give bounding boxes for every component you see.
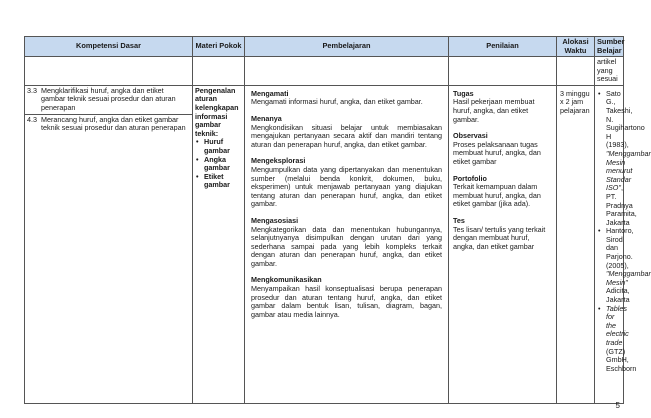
penilaian-text: Terkait kemampuan dalam membuat huruf, angka, dan etiket gambar (jika ada).: [453, 182, 541, 209]
materi-cell: [193, 85, 245, 403]
pembelajaran-block: [251, 157, 442, 209]
materi-item: • Etiket gambar: [195, 173, 242, 190]
page-number: 5: [615, 401, 620, 410]
table-header-row: [25, 37, 624, 57]
sumber-top-line: sesuai: [597, 74, 618, 84]
kd-text: Merancang huruf, angka dan etiket gambar teknik sesuai prosedur dan aturan penerapan: [41, 114, 186, 133]
pembelajaran-text: Mengkategorikan data dan menentukan hubungannya, selanjutnyanya disimpulkan dengan urutan dari yang sederhana sampai pada yang lebih kompleks terkait dengan aturan dan penerapan huruf, angka, dan etiket gambar.: [251, 224, 442, 268]
sumber-top-line: yang: [597, 65, 613, 75]
sumber-title: "Menggambar Mesin menurut Standar ISO": [606, 148, 651, 193]
pembelajaran-title: Menanya: [251, 113, 282, 123]
pembelajaran-text: Menyampaikan hasil konseptualisasi berupa penerapan prosedur dan aturan tentang huruf, angka, dan etiket gambar dalam bentuk lisan, tulisan, diagram, bagan, gambar atau media lainnya.: [251, 284, 442, 319]
sumber-item: [597, 88, 651, 228]
sumber-publisher: , PT. Pradnya Paramita, Jakarta: [606, 183, 637, 227]
penilaian-title: Observasi: [453, 131, 488, 141]
header-sumber-line2: Belajar: [597, 45, 622, 55]
materi-heading: Pengenalan aturan kelengkapan informasi gambar teknik:: [195, 85, 239, 138]
header-pembelajaran: Pembelajaran: [245, 37, 449, 57]
pembelajaran-cell: [245, 85, 449, 403]
header-alokasi-line1: Alokasi: [562, 37, 589, 47]
pembelajaran-text: Mengkondisikan situasi belajar untuk membiasakan mengajukan pertanyaan secara aktif dan mandiri tentang aturan dan penerapan huruf, angka, dan etiket gambar.: [251, 122, 442, 149]
document-page: [24, 36, 651, 404]
content-row: [25, 85, 624, 403]
pembelajaran-title: Mengkomunikasikan: [251, 275, 322, 285]
syllabus-table: [24, 36, 651, 404]
kd-item: [25, 86, 192, 114]
pembelajaran-title: Mengeksplorasi: [251, 156, 306, 166]
sumber-item: [597, 303, 637, 374]
header-penilaian: Penilaian: [449, 37, 557, 57]
pembelajaran-text: Mengumpulkan data yang dipertanyakan dan menentukan sumber (melalui benda konkrit, dokumen, buku, eksperimen) untuk menjawab pertanyaan yang diajukan tentang aturan dan penerapan huruf, angka, dan etiket gambar.: [251, 164, 442, 209]
sumber-list: [597, 88, 651, 374]
kd-cell: [25, 85, 193, 403]
materi-item: • Angka gambar: [195, 156, 242, 173]
pembelajaran-title: Mengamati: [251, 88, 289, 98]
header-materi-pokok: Materi Pokok: [193, 37, 245, 57]
pembelajaran-text: Mengamati informasi huruf, angka, dan etiket gambar.: [251, 97, 423, 107]
penilaian-title: Portofolio: [453, 173, 487, 183]
alokasi-cell: [557, 85, 595, 403]
kd-item: [25, 114, 192, 134]
penilaian-text: Proses pelaksanaan tugas membuat huruf, angka, dan etiket gambar: [453, 139, 541, 166]
header-sumber-belajar: [595, 37, 624, 57]
sumber-author: Sato G., Takeshi, N. Sugihartono H (1983),: [606, 88, 645, 150]
pembelajaran-block: [251, 90, 442, 107]
kd-number: 3.3: [27, 85, 37, 95]
penilaian-block: [453, 175, 552, 209]
pembelajaran-block: [251, 115, 442, 149]
header-alokasi-line2: Waktu: [564, 45, 587, 55]
header-sumber-line1: Sumber: [597, 37, 625, 47]
penilaian-title: Tugas: [453, 88, 474, 98]
pembelajaran-block: [251, 276, 442, 319]
sumber-publisher: (GTZ) GmbH, Eschborn: [606, 346, 637, 373]
penilaian-block: [453, 217, 552, 251]
header-kompetensi-dasar: Kompetensi Dasar: [25, 37, 193, 57]
penilaian-text: Tes lisan/ tertulis yang terkait dengan membuat huruf, angka, dan etiket gambar: [453, 224, 546, 251]
materi-list: [195, 138, 242, 190]
alokasi-waktu-value: 3 minggu x 2 jam pelajaran: [560, 88, 590, 115]
sumber-publisher: Adicita, Jakarta: [606, 286, 630, 305]
continuation-row: [25, 57, 624, 86]
penilaian-title: Tes: [453, 215, 465, 225]
sumber-title: Tables for the electric trade: [606, 303, 629, 347]
kd-number: 4.3: [27, 114, 37, 124]
materi-item: • Huruf gambar: [195, 138, 242, 155]
sumber-continued: [595, 57, 624, 86]
sumber-item: [597, 226, 651, 305]
penilaian-cell: [449, 85, 557, 403]
sumber-author: Hantoro, Sirod dan Parjono. (2005),: [606, 226, 634, 270]
pembelajaran-title: Mengasosiasi: [251, 215, 299, 225]
sumber-title: "Menggambar Mesin": [606, 269, 651, 287]
kd-text: Mengklarifikasi huruf, angka dan etiket gambar teknik sesuai prosedur dan aturan penerapan: [41, 85, 176, 112]
sumber-top-line: artikel: [597, 57, 617, 66]
pembelajaran-block: [251, 217, 442, 269]
penilaian-block: [453, 90, 552, 124]
sumber-cell: [595, 85, 651, 403]
penilaian-text: Hasil pekerjaan membuat huruf, angka, dan etiket gambar.: [453, 97, 535, 124]
header-alokasi-waktu: [557, 37, 595, 57]
penilaian-block: [453, 132, 552, 166]
